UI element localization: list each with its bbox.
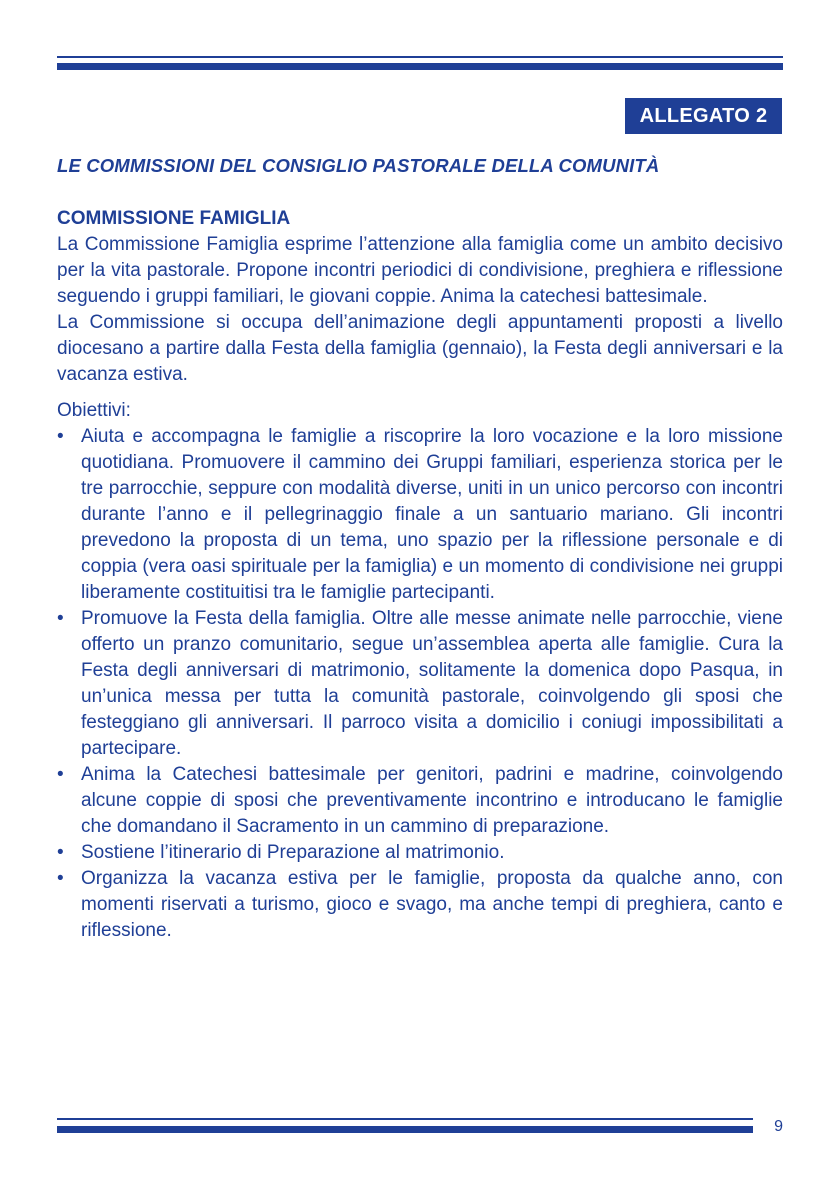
objectives-list [57, 424, 783, 944]
top-rule-thin [57, 56, 783, 58]
bullet-icon: • [57, 868, 64, 889]
allegato-badge: ALLEGATO 2 [625, 98, 782, 134]
list-item [57, 840, 783, 866]
list-item [57, 424, 783, 606]
footer-rule-thin [57, 1118, 753, 1120]
intro-paragraph-2: La Commissione si occupa dell’animazione degli appuntamenti proposti a livello diocesano a partire dalla Festa della famiglia (gennaio), la Festa degli anniversari e la vacanza estiva. [57, 312, 783, 385]
list-item-text: Promuove la Festa della famiglia. Oltre alle messe animate nelle parrocchie, viene offerto un pranzo comunitario, segue un’assemblea aperta alle famiglie. Cura la Festa degli anniversari di matrimonio, solitamente la domenica dopo Pasqua, in un’unica messa per tutta la comunità pastorale, coinvolgendo gli sposi che festeggiano gli anniversari. Il parroco visita a domicilio i coniugi impossibilitati a partecipare. [81, 608, 783, 759]
intro-paragraph-1: La Commissione Famiglia esprime l’attenzione alla famiglia come un ambito decisivo per la vita pastorale. Propone incontri periodici di condivisione, preghiera e riflessione seguendo i gruppi familiari, le giovani coppie. Anima la catechesi battesimale. [57, 234, 783, 307]
bullet-icon: • [57, 426, 64, 447]
list-item-text: Sostiene l’itinerario di Preparazione al matrimonio. [81, 842, 505, 863]
document-title: LE COMMISSIONI DEL CONSIGLIO PASTORALE DELLA COMUNITÀ [57, 155, 660, 176]
list-item [57, 866, 783, 944]
list-item-text: Organizza la vacanza estiva per le famiglie, proposta da qualche anno, con momenti riservati a turismo, gioco e svago, ma anche tempi di preghiera, canto e riflessione. [81, 868, 783, 941]
top-rule-thick [57, 63, 783, 70]
main-content [57, 206, 783, 944]
list-item-text: Aiuta e accompagna le famiglie a riscoprire la loro vocazione e la loro missione quotidiana. Promuovere il cammino dei Gruppi familiari, esperienza storica per le tre parrocchie, seppure con modalità diverse, uniti in un unico percorso con incontri durante l’anno e il pellegrinaggio finale a un santuario mariano. Gli incontri prevedono la proposta di un tema, uno spazio per la riflessione personale e di coppia (vera oasi spirituale per la famiglia) e un momento di condivisione nei gruppi liberamente costituitisi tra le famiglie partecipanti. [81, 426, 783, 603]
objectives-label: Obiettivi: [57, 400, 131, 421]
footer-rule-thick [57, 1126, 753, 1133]
section-heading: COMMISSIONE FAMIGLIA [57, 208, 291, 229]
bullet-icon: • [57, 764, 64, 785]
page-number: 9 [774, 1118, 783, 1135]
bullet-icon: • [57, 842, 64, 863]
list-item [57, 762, 783, 840]
list-item [57, 606, 783, 762]
list-item-text: Anima la Catechesi battesimale per genitori, padrini e madrine, coinvolgendo alcune coppie di sposi che preventivamente incontrino e introducano le famiglie che domandano il Sacramento in un cammino di preparazione. [81, 764, 783, 837]
bullet-icon: • [57, 608, 64, 629]
